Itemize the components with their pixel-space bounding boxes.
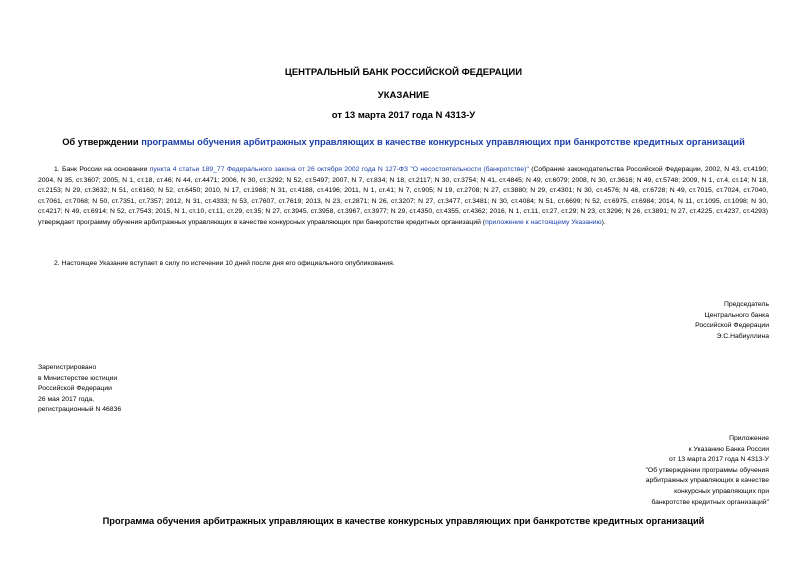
appendix-line: Приложение <box>729 435 769 442</box>
paragraph-1-start: 1. Банк России на основании <box>54 166 150 173</box>
signature-line: Центрального банка <box>704 311 769 319</box>
title-prefix: Об утверждении <box>62 137 142 147</box>
appendix-line: "Об утверждении программы обучения <box>645 466 769 474</box>
registration-line: Российской Федерации <box>38 385 112 393</box>
appendix-note <box>549 434 769 508</box>
signature-line: Э.С.Набиуллина <box>716 332 769 340</box>
law-link[interactable]: пункта 4 статьи 189_77 Федерального закона от 26 октября 2002 года N 127-ФЗ "О несостоятельности (банкротстве)" <box>149 166 529 173</box>
paragraph-1-body: (Собрание законодательства Российской Федерации, 2002, N 43, ст.4190; 2004, N 35, ст.3607; 2005, N 1, ст.18, ст.46; N 44, ст.4471; 2006, N 30, ст.3292; N 52, ст.5497; 2007, N 7, ст.834; N 18, ст.2117; N 30, ст.3754; N 41, ст.4845; N 49, ст.6079; 2008, N 30, ст.3616; N 49, ст.5748; 2009, N 1, ст.4, ст.14; N 18, ст.2153; N 29, ст.3632; N 51, ст.6160; N 52, ст.6450; 2010, N 17, ст.1988; N 31, ст.4188, ст.4196; 2011, N 1, ст.41; N 7, ст.905; N 19, ст.2708; N 27, ст.3880; N 29, ст.4301; N 30, ст.4576; N 48, ст.6728; N 49, ст.7015, ст.7024, ст.7040, ст.7061, ст.7068; N 50, ст.7351, ст.7357; 2012, N 31, ст.4333; N 53, ст.7607, ст.7619; 2013, N 23, ст.2871; N 26, ст.3207; N 27, ст.3477, ст.3481; N 30, ст.4084; N 51, ст.6699; N 52, ст.6975, ст.6984; 2014, N 11, ст.1095, ст.1098; N 30, ст.4217; N 49, ст.6914; N 52, ст.7543; 2015, N 1, ст.10, ст.11, ст.29, ст.35; N 27, ст.3945, ст.3958, ст.3967, ст.3977; N 29, ст.4350, ст.4355, ст.4362; 2016, N 1, ст.11, ст.27, ст.29; N 23, ст.3296; N 26, ст.3891; N 27, ст.4225, ст.4237, ст.4293) утверждает программу обучения арбитражных управляющих в качестве конкурсных управляющих при банкротстве кредитных организаций ( <box>38 166 769 226</box>
paragraph-1-end: ). <box>601 218 606 226</box>
bank-name: ЦЕНТРАЛЬНЫЙ БАНК РОССИЙСКОЙ ФЕДЕРАЦИИ <box>284 67 523 78</box>
appendix-link[interactable]: приложение к настоящему Указанию <box>485 218 602 226</box>
signature-line: Председатель <box>724 301 769 308</box>
paragraph-1 <box>38 165 768 229</box>
program-title: Программа обучения арбитражных управляющих в качестве конкурсных управляющих при банкротстве кредитных организаций <box>102 516 705 526</box>
appendix-line: банкротстве кредитных организаций" <box>651 498 769 506</box>
appendix-line: арбитражных управляющих в качестве <box>645 477 769 485</box>
paragraph-2: 2. Настоящее Указание вступает в силу по истечении 10 дней после дня его официального опубликования. <box>54 260 395 267</box>
appendix-line: от 13 марта 2017 года N 4313-У <box>669 456 769 464</box>
signature-line: Российской Федерации <box>695 322 769 330</box>
signature-block <box>569 300 769 342</box>
registration-line: 26 мая 2017 года, <box>38 395 95 403</box>
appendix-line: конкурсных управляющих при <box>674 487 769 495</box>
registration-line: Зарегистрировано <box>38 364 97 371</box>
registration-line: в Министерстве юстиции <box>38 374 118 382</box>
appendix-line: к Указанию Банка России <box>688 445 769 453</box>
document-date-number: от 13 марта 2017 года N 4313-У <box>331 110 476 121</box>
registration-line: регистрационный N 46836 <box>38 406 122 414</box>
document-title <box>0 137 807 147</box>
document-type: УКАЗАНИЕ <box>377 90 430 101</box>
registration-block <box>38 363 238 416</box>
title-program-link[interactable]: программы обучения арбитражных управляющих в качестве конкурсных управляющих при банкротстве кредитных организаций <box>141 137 745 147</box>
